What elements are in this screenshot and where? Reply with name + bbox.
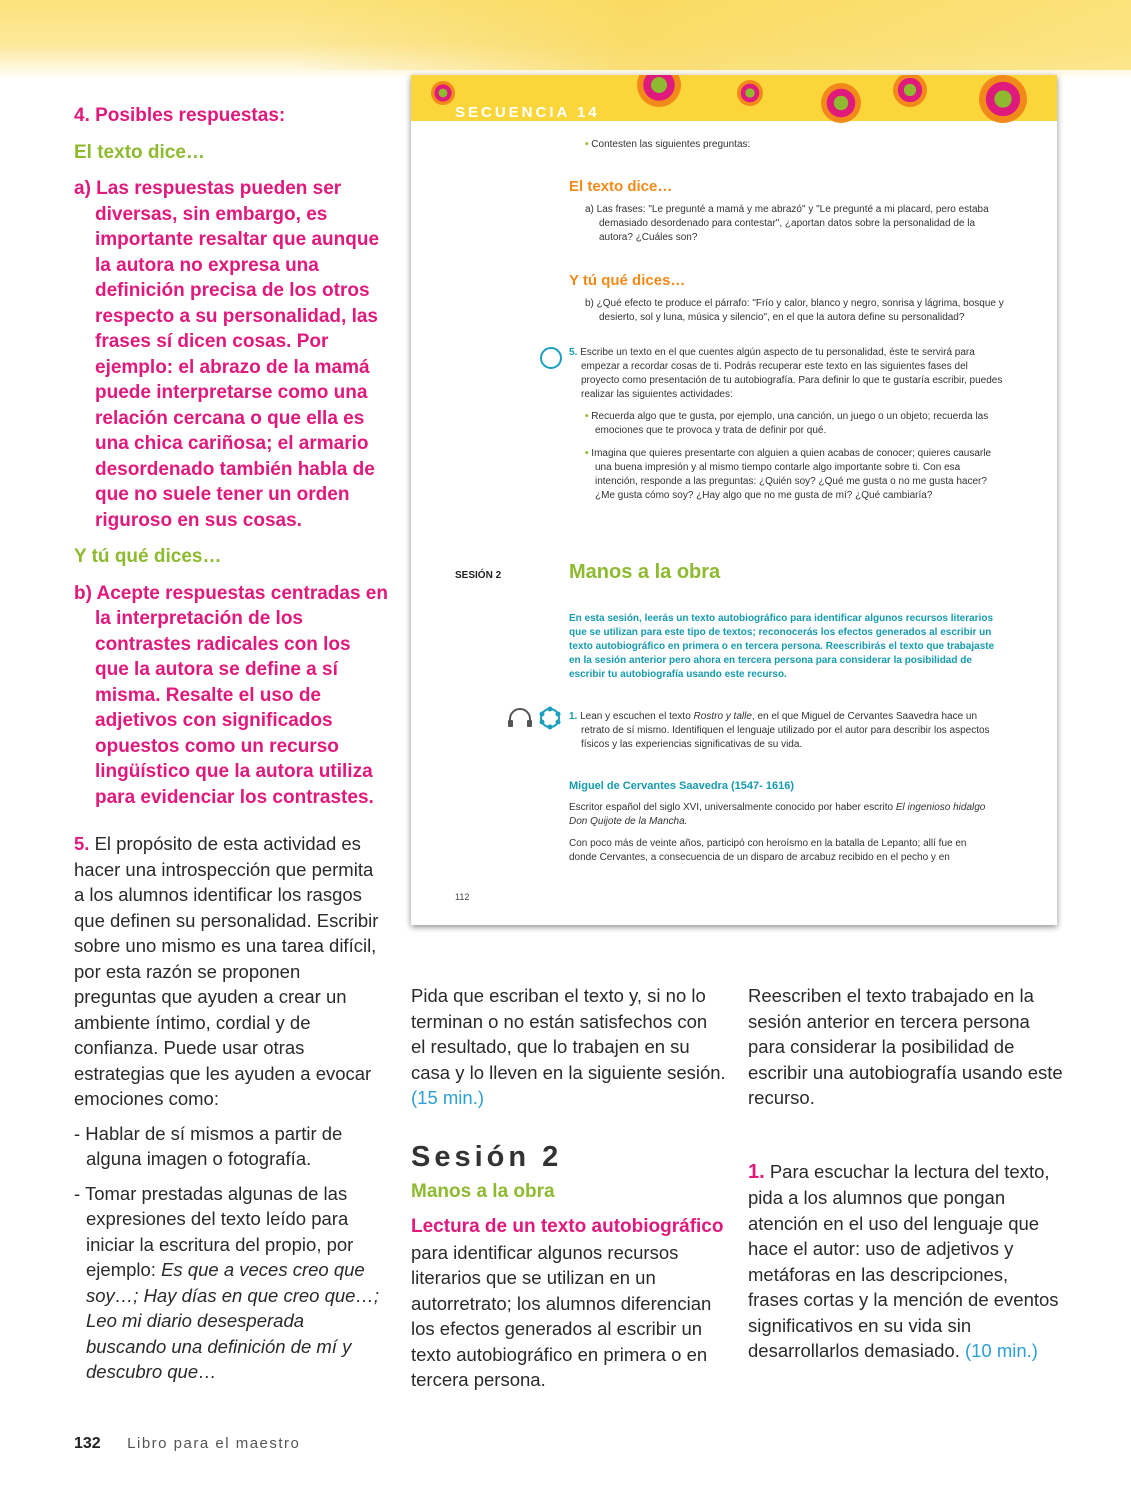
session-title: Manos a la obra: [569, 561, 721, 583]
dash-item-2: [74, 1181, 386, 1385]
inner-item-b: b) ¿Qué efecto te produce el párrafo: "Frío y calor, blanco y negro, sonrisa y lágrima, bosque y desierto, sol y luna, música y silencio", en el que la autora define su personalidad?: [585, 298, 1004, 323]
bio-paragraph-1: Escritor español del siglo XVI, universalmente conocido por haber escrito El ingenioso hidalgo Don Quijote de la Mancha.: [569, 802, 986, 827]
decor-circle-icon: [431, 81, 455, 105]
right-paragraph-2: Para escuchar la lectura del texto, pida a los alumnos que pongan atención en el uso del lenguaje que hace el autor: uso de adjetivos y metáforas en las descripciones, frases cortas y la mención de eventos significativos en su vida sin desarrollarlos demasiado.: [748, 1160, 1059, 1361]
embedded-page: [411, 75, 1057, 925]
inner-tu-dices: Y tú qué dices…: [569, 272, 686, 289]
lectura-text: para identificar algunos recursos literarios que se utilizan en un autorretrato; los alumnos diferencian los efectos generados al escribir un texto autobiográfico en primera o en tercera persona.: [411, 1241, 712, 1390]
footer-title: Libro para el maestro: [127, 1435, 301, 1452]
middle-time-1: (15 min.): [411, 1087, 484, 1108]
left-column: [74, 103, 389, 810]
sequence-label: SECUENCIA 14: [455, 104, 600, 121]
inner-item-5: 5. Escribe un texto en el que cuentes algún aspecto de tu personalidad, éste te servirá para empezar a recordar cosas de ti. Podrás recuperar este texto en las siguientes fases del proyecto como presentación de tu autobiografía. Para definir lo que te gustaría escribir, puedes realizar las siguientes actividades:: [569, 347, 1003, 400]
decor-circle-icon: [821, 83, 861, 123]
session-label: SESIÓN 2: [455, 570, 502, 581]
network-icon: [538, 706, 560, 728]
decor-circle-icon: [737, 80, 763, 106]
inner-sub-2: • Imagina que quieres presentarte con alguien a quien acabas de conocer; quieres causarle una buena impresión y al mismo tiempo contarle algo importante sobre ti. Con esa intención, responde a las preguntas: ¿Quién soy? ¿Qué me gusta o no me gusta hacer? ¿Me gusta cómo soy? ¿Hay algo que no me gusta de mí? ¿Qué cambiaría?: [585, 448, 992, 501]
dash-item-2-text: - Tomar prestadas algunas de las expresiones del texto leído para iniciar la escritura del propio, por ejemplo:: [74, 1182, 354, 1280]
session-subheading: Manos a la obra: [411, 1180, 555, 1202]
middle-column: [411, 983, 726, 1393]
dash-item-2-examples: Es que a veces creo que soy…; Hay días en que creo que…; Leo mi diario desesperada buscando una definición de mí y descubro que…: [86, 1259, 380, 1382]
bullet-intro: • Contesten las siguientes preguntas:: [585, 139, 751, 150]
right-number-1: 1.: [748, 1160, 765, 1183]
answer-b: b) Acepte respuestas centradas en la interpretación de los contrastes radicales con los que la autora se define a sí misma. Resalte el uso de adjetivos con significados opuestos como un recurso lingüístico que la autora utiliza para evidenciar los contrastes.: [74, 582, 388, 808]
q5-block: [74, 831, 386, 1385]
inner-item-a: a) Las frases: "Le pregunté a mamá y me abrazó" y "Le pregunté a mi placard, pero estaba demasiado desordenado para contestar", ¿aportan datos sobre la personalidad de la autora? ¿Cuáles son?: [585, 204, 989, 243]
inner-page-number: 112: [455, 892, 470, 902]
q5-number: 5.: [74, 833, 90, 854]
footer-page-number: 132: [74, 1435, 101, 1452]
cycle-icon: [540, 347, 562, 369]
lectura-title: Lectura de un texto autobiográfico: [411, 1216, 724, 1237]
texto-dice-heading: El texto dice…: [74, 141, 205, 163]
bio-title: Miguel de Cervantes Saavedra (1547- 1616): [569, 780, 795, 792]
session-intro: En esta sesión, leerás un texto autobiográfico para identificar algunos recursos literarios que se utilizan para este tipo de textos; reconocerás los efectos generados al escribir un texto autobiográfico en primera o en tercera persona. Reescribirás el texto que trabajaste en la sesión anterior pero ahora en tercera persona para considerar la posibilidad de escribir tu autobiografía usando este recurso.: [569, 613, 995, 680]
inner-texto-dice: El texto dice…: [569, 178, 673, 195]
right-column: [748, 983, 1063, 1364]
bio-paragraph-2: Con poco más de veinte años, participó con heroísmo en la batalla de Lepanto; allí fue en donde Cervantes, a consecuencia de un disparo de arcabuz recibido en el pecho y en: [569, 838, 967, 863]
right-paragraph-1: Reescriben el texto trabajado en la sesión anterior en tercera persona para considerar la posibilidad de escribir una autobiografía usando este recurso.: [748, 985, 1063, 1108]
right-time-2: (10 min.): [964, 1340, 1038, 1361]
middle-paragraph-1: Pida que escriban el texto y, si no lo terminan o no están satisfechos con el resultado, que lo trabajen en su casa y lo lleven en la siguiente sesión.: [411, 985, 726, 1083]
top-brush-decoration-2: [300, 0, 1131, 70]
decor-circle-icon: [979, 75, 1027, 123]
footer: [74, 1435, 300, 1453]
session-heading: Sesión 2: [411, 1140, 563, 1173]
tu-dices-heading: Y tú qué dices…: [74, 546, 222, 567]
inner-sub-1: • Recuerda algo que te gusta, por ejemplo, una canción, un juego o un objeto; recuerda las emociones que te provoca y trata de definir por qué.: [585, 411, 989, 436]
dash-item-1: - Hablar de sí mismos a partir de alguna imagen o fotografía.: [74, 1122, 343, 1169]
q4-title: 4. Posibles respuestas:: [74, 105, 286, 126]
q5-text: El propósito de esta actividad es hacer una introspección que permita a los alumnos identificar los rasgos que definen su personalidad. Escribir sobre uno mismo es una tarea difícil, por esta razón se proponen preguntas que ayuden a crear un ambiente íntimo, cordial y de confianza. Puede usar otras estrategias que les ayuden a evocar emociones como:: [74, 833, 379, 1109]
headphones-icon: [507, 708, 533, 724]
answer-a: a) Las respuestas pueden ser diversas, sin embargo, es importante resaltar que aunque la autora no expresa una definición precisa de los otros respecto a su personalidad, las frases sí dicen cosas. Por ejemplo: el abrazo de la mamá puede interpretarse como una relación cercana o que ella es una chica cariñosa; el armario desordenado también habla de que no suele tener un orden riguroso en sus cosas.: [74, 178, 380, 531]
inner-item-1: 1. Lean y escuchen el texto Rostro y talle, en el que Miguel de Cervantes Saavedra hace un retrato de sí mismo. Identifiquen el lenguaje utilizado por el autor para describir los aspectos físicos y las experiencias significativas de su vida.: [569, 711, 990, 750]
